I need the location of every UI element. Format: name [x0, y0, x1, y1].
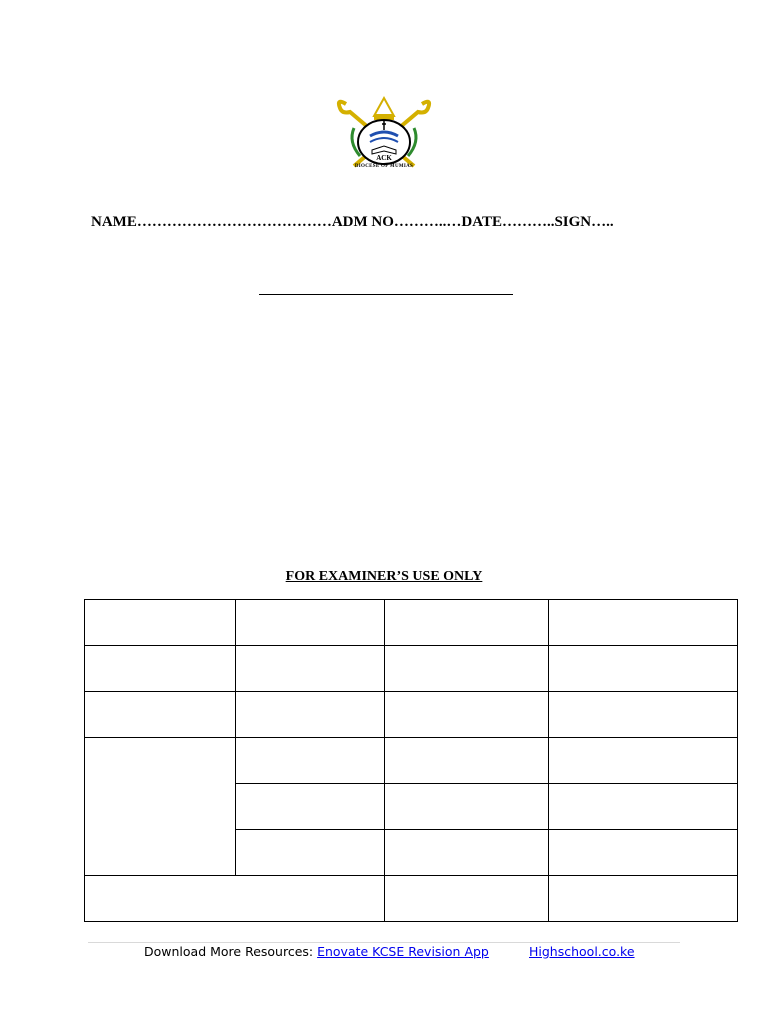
examiner-score-table [84, 599, 738, 922]
highschool-site-link[interactable]: Highschool.co.ke [529, 944, 635, 959]
table-cell [385, 738, 549, 784]
table-row [85, 600, 738, 646]
student-details-line: NAME…………………………………ADM NO………..…DATE………..SIGN….. [91, 214, 614, 230]
footer-prefix: Download More Resources: [144, 944, 318, 959]
logo-caption: DIOCESE OF MUMIAS [354, 164, 414, 169]
enovate-app-link[interactable]: Enovate KCSE Revision App [317, 944, 489, 959]
table-row [85, 692, 738, 738]
footer [144, 944, 704, 959]
table-cell [236, 646, 385, 692]
table-cell [549, 830, 738, 876]
table-cell [85, 646, 236, 692]
table-cell [85, 692, 236, 738]
logo-initials: ACK [376, 154, 392, 162]
footer-divider [88, 942, 680, 943]
table-cell [236, 784, 385, 830]
table-cell [549, 876, 738, 922]
table-cell [236, 738, 385, 784]
table-cell-merged [85, 738, 236, 876]
table-cell [549, 692, 738, 738]
table-row [85, 738, 738, 784]
table-cell [236, 830, 385, 876]
table-cell [385, 600, 549, 646]
table-row [85, 876, 738, 922]
diocese-logo [330, 94, 438, 174]
table-row [85, 646, 738, 692]
table-cell [236, 600, 385, 646]
table-cell [549, 600, 738, 646]
table-cell [549, 646, 738, 692]
title-underline [259, 294, 513, 295]
table-cell-total-label [85, 876, 385, 922]
table-cell [385, 830, 549, 876]
table-cell [385, 784, 549, 830]
table-cell [385, 876, 549, 922]
table-cell [549, 784, 738, 830]
table-cell [85, 600, 236, 646]
diocese-crest-icon [330, 94, 438, 174]
table-cell [385, 646, 549, 692]
table-cell [549, 738, 738, 784]
table-cell [385, 692, 549, 738]
examiner-heading: FOR EXAMINER’S USE ONLY [285, 569, 483, 584]
table-cell [236, 692, 385, 738]
